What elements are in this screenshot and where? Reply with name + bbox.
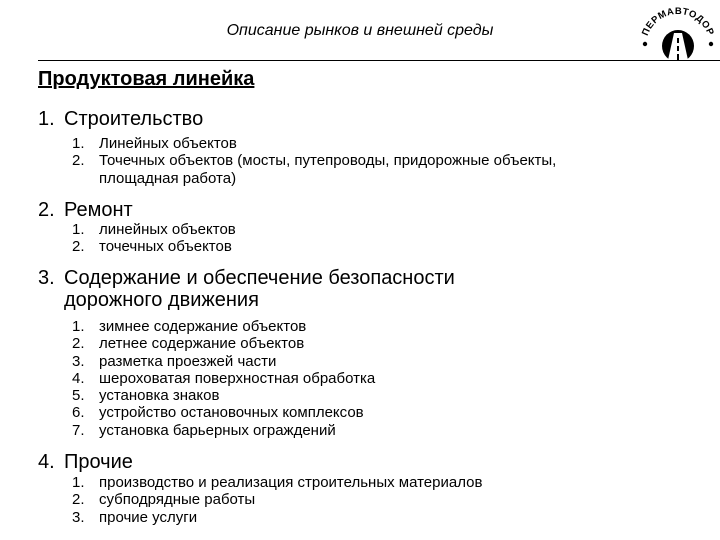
list-item: 2. точечных объектов — [72, 238, 232, 256]
list-item: 7. установка барьерных ограждений — [72, 421, 336, 439]
maintenance-list — [72, 318, 375, 439]
repair-list — [72, 221, 236, 256]
header-title: Описание рынков и внешней среды — [226, 22, 494, 39]
section-other — [38, 451, 133, 473]
company-logo — [636, 0, 720, 60]
list-item: 5. установка знаков — [72, 387, 220, 405]
list-item: 4. шероховатая поверхностная обработка — [72, 369, 376, 387]
section-number: 3. — [38, 267, 55, 289]
list-item: 1. линейных объектов — [72, 221, 236, 238]
list-item: 2. Точечных объектов (мосты, путепроводы, придорожные объекты, — [72, 152, 557, 170]
list-item: 1. Линейных объектов — [72, 135, 237, 152]
slide-title: Продуктовая линейка — [38, 68, 255, 90]
list-item: 2. субподрядные работы — [72, 491, 256, 509]
list-item: 3. разметка проезжей части — [72, 352, 277, 370]
list-item: 1. зимнее содержание объектов — [72, 318, 307, 335]
section-title: Содержание и обеспечение безопасности — [64, 267, 455, 289]
list-item: 1. производство и реализация строительных материалов — [72, 474, 483, 491]
construction-list — [72, 135, 556, 187]
section-maintenance — [38, 267, 455, 311]
logo-text: ПЕРМАВТОДОР — [640, 5, 716, 38]
section-number: 1. — [38, 108, 55, 130]
section-repair — [38, 199, 133, 221]
section-title-line2: дорожного движения — [64, 289, 259, 311]
section-title: Ремонт — [64, 199, 133, 221]
section-title: Прочие — [64, 451, 133, 473]
section-construction — [38, 108, 203, 130]
section-number: 4. — [38, 451, 55, 473]
list-item: 2. летнее содержание объектов — [72, 335, 305, 353]
section-number: 2. — [38, 199, 55, 221]
list-item: площадная работа) — [99, 169, 237, 187]
list-item: 6. устройство остановочных комплексов — [72, 404, 364, 422]
list-item: 3. прочие услуги — [72, 508, 198, 526]
header-divider — [38, 60, 720, 61]
section-title: Строительство — [64, 108, 204, 130]
other-list — [72, 474, 482, 526]
